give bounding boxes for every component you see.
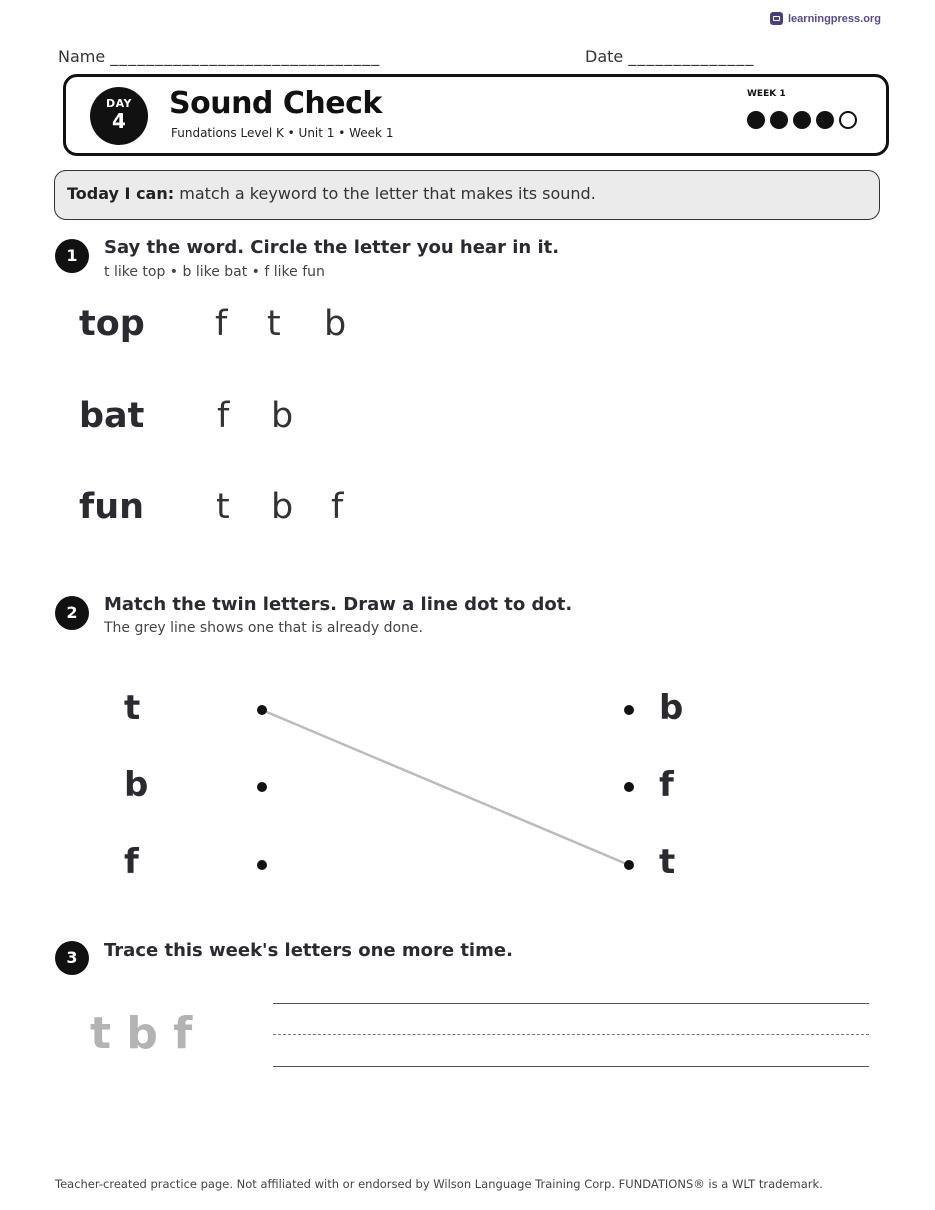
left-letter: b (124, 765, 149, 805)
section-1-title: Say the word. Circle the letter you hear in it. (104, 237, 560, 258)
name-label: Name (58, 47, 106, 66)
right-dot[interactable] (624, 860, 634, 870)
date-line: ______________ (628, 47, 755, 66)
letter-option[interactable]: f (215, 304, 228, 344)
section-number-2: 2 (55, 596, 89, 630)
name-line: ______________________________ (110, 47, 381, 66)
letter-option[interactable]: b (271, 396, 294, 436)
keyword-top: top (79, 304, 145, 344)
goal-lead: Today I can: (67, 184, 175, 203)
section-2-subtitle: The grey line shows one that is already done. (104, 620, 423, 636)
letter-option[interactable]: t (216, 487, 230, 527)
right-letter: f (659, 765, 674, 805)
keyword-bat: bat (79, 396, 145, 436)
letter-option[interactable]: b (324, 304, 347, 344)
left-letter: f (124, 842, 139, 882)
right-letter: t (659, 842, 676, 882)
left-dot[interactable] (257, 782, 267, 792)
keyword-fun: fun (79, 487, 145, 527)
day-label: DAY (105, 97, 133, 110)
trace-letters: t b f (90, 1008, 193, 1059)
page-subtitle: Fundations Level K • Unit 1 • Week 1 (171, 126, 394, 140)
right-dot[interactable] (624, 782, 634, 792)
letter-option[interactable]: f (217, 396, 230, 436)
section-number-1: 1 (55, 239, 89, 273)
left-letter: t (124, 688, 141, 728)
section-number-3: 3 (55, 941, 89, 975)
right-dot[interactable] (624, 705, 634, 715)
page-title: Sound Check (169, 86, 382, 121)
footer-note: Teacher-created practice page. Not affiliated with or endorsed by Wilson Language Training Corp. FUNDATIONS® is a WLT trademark. (55, 1177, 823, 1191)
section-3-title: Trace this week's letters one more time. (104, 940, 513, 961)
letter-option[interactable]: f (331, 487, 344, 527)
brand-text: learningpress.org (788, 12, 881, 25)
right-letter: b (659, 688, 684, 728)
goal-text: match a keyword to the letter that makes its sound. (174, 184, 596, 203)
left-dot[interactable] (257, 860, 267, 870)
handwriting-top-line[interactable] (273, 1003, 869, 1004)
handwriting-mid-line[interactable] (273, 1034, 869, 1035)
week-label: WEEK 1 (747, 89, 786, 99)
left-dot[interactable] (257, 705, 267, 715)
date-label: Date (585, 47, 624, 66)
day-number: 4 (112, 109, 126, 133)
letter-option[interactable]: t (267, 304, 281, 344)
handwriting-base-line[interactable] (273, 1066, 869, 1067)
section-2-title: Match the twin letters. Draw a line dot to dot. (104, 594, 573, 615)
letter-option[interactable]: b (271, 487, 294, 527)
section-1-subtitle: t like top • b like bat • f like fun (104, 264, 325, 280)
